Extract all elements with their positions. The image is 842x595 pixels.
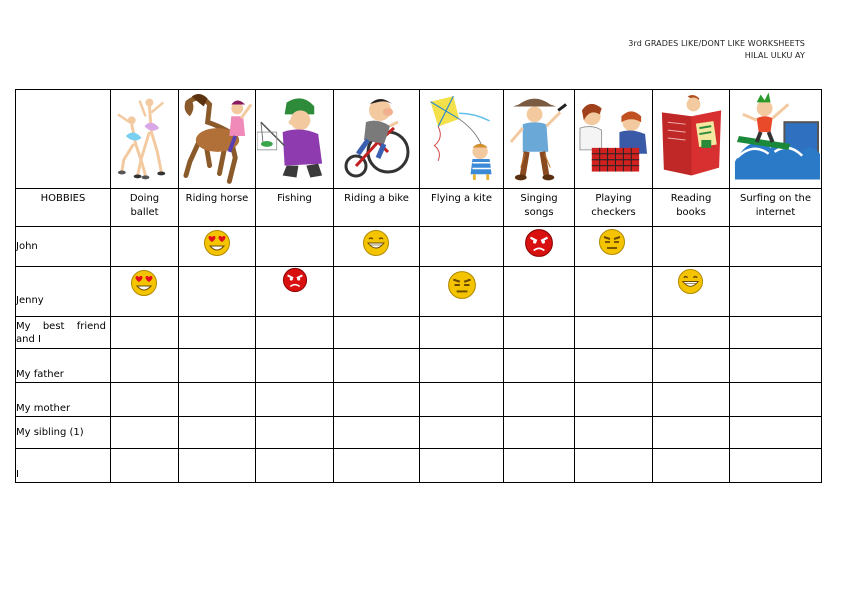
answer-cell[interactable] (504, 227, 575, 267)
angry-emoji-icon (524, 228, 554, 258)
answer-cell[interactable] (256, 227, 334, 267)
answer-cell[interactable] (653, 449, 730, 483)
answer-cell[interactable] (334, 417, 420, 449)
hobby-label-kite: Flying a kite (420, 189, 504, 227)
answer-cell[interactable] (179, 267, 256, 317)
answer-cell[interactable] (256, 449, 334, 483)
worksheet-title: 3rd GRADES LIKE/DONT LIKE WORKSHEETS (628, 39, 805, 48)
answer-cell[interactable] (730, 449, 822, 483)
girl-riding-horse-icon (180, 92, 254, 184)
horse-picture-cell (179, 90, 256, 189)
answer-cell[interactable] (179, 383, 256, 417)
answer-cell[interactable] (111, 317, 179, 349)
answer-cell[interactable] (334, 349, 420, 383)
answer-cell[interactable] (420, 349, 504, 383)
answer-cell[interactable] (420, 383, 504, 417)
love-emoji-icon (130, 269, 158, 297)
boy-surfing-internet-icon (731, 92, 820, 184)
hobby-label-surfing: Surfing on the internet (730, 189, 822, 227)
person-name-mother: My mother (16, 383, 111, 417)
hobby-label-singing: Singing songs (504, 189, 575, 227)
person-name-jenny: Jenny (16, 267, 111, 317)
answer-cell[interactable] (730, 383, 822, 417)
answer-cell[interactable] (420, 417, 504, 449)
love-emoji-icon (203, 229, 231, 257)
answer-cell[interactable] (653, 349, 730, 383)
answer-cell[interactable] (111, 417, 179, 449)
table-row (16, 449, 822, 483)
answer-cell[interactable] (420, 267, 504, 317)
answer-cell[interactable] (256, 267, 334, 317)
answer-cell[interactable] (256, 417, 334, 449)
hobby-label-reading: Reading books (653, 189, 730, 227)
answer-cell[interactable] (575, 383, 653, 417)
answer-cell[interactable] (504, 267, 575, 317)
answer-cell[interactable] (504, 317, 575, 349)
answer-cell[interactable] (179, 227, 256, 267)
worksheet-header (628, 38, 805, 62)
hobby-label-ballet: Doing ballet (111, 189, 179, 227)
corner-empty-cell (16, 90, 111, 189)
answer-cell[interactable] (653, 417, 730, 449)
answer-cell[interactable] (420, 317, 504, 349)
answer-cell[interactable] (334, 449, 420, 483)
answer-cell[interactable] (575, 417, 653, 449)
worksheet-author: HILAL ULKU AY (744, 51, 805, 60)
table-row (16, 317, 822, 349)
hobby-label-checkers: Playing checkers (575, 189, 653, 227)
person-name-sibling: My sibling (1) (16, 417, 111, 449)
hobby-label-bike: Riding a bike (334, 189, 420, 227)
answer-cell[interactable] (653, 267, 730, 317)
answer-cell[interactable] (504, 449, 575, 483)
singing-picture-cell (504, 90, 575, 189)
hobby-label-horse: Riding horse (179, 189, 256, 227)
answer-cell[interactable] (111, 383, 179, 417)
answer-cell[interactable] (256, 349, 334, 383)
person-name-john: John (16, 227, 111, 267)
answer-cell[interactable] (653, 317, 730, 349)
ballet-dancers-icon (112, 92, 177, 184)
label-row (16, 189, 822, 227)
person-name-best-friend: My best friend and I (16, 317, 111, 349)
checkers-picture-cell (575, 90, 653, 189)
answer-cell[interactable] (653, 227, 730, 267)
table-row (16, 349, 822, 383)
picture-row (16, 90, 822, 189)
answer-cell[interactable] (575, 317, 653, 349)
answer-cell[interactable] (730, 317, 822, 349)
hobbies-heading: HOBBIES (16, 189, 111, 227)
man-fishing-icon (257, 92, 332, 184)
answer-cell[interactable] (111, 449, 179, 483)
answer-cell[interactable] (575, 267, 653, 317)
answer-cell[interactable] (730, 227, 822, 267)
answer-cell[interactable] (575, 449, 653, 483)
answer-cell[interactable] (504, 383, 575, 417)
person-name-father: My father (16, 349, 111, 383)
hobby-label-fishing: Fishing (256, 189, 334, 227)
answer-cell[interactable] (111, 349, 179, 383)
boy-reading-book-icon (654, 92, 728, 184)
answer-cell[interactable] (334, 227, 420, 267)
bike-picture-cell (334, 90, 420, 189)
annoyed-emoji-icon (447, 270, 477, 300)
answer-cell[interactable] (730, 349, 822, 383)
answer-cell[interactable] (334, 267, 420, 317)
angry-emoji-icon (282, 267, 308, 293)
answer-cell[interactable] (334, 383, 420, 417)
answer-cell[interactable] (575, 227, 653, 267)
answer-cell[interactable] (504, 349, 575, 383)
kite-picture-cell (420, 90, 504, 189)
answer-cell[interactable] (420, 227, 504, 267)
grinning-emoji-icon (362, 229, 390, 257)
table-row (16, 267, 822, 317)
answer-cell[interactable] (504, 417, 575, 449)
table-row (16, 417, 822, 449)
answer-cell[interactable] (179, 317, 256, 349)
table-row (16, 227, 822, 267)
answer-cell[interactable] (420, 449, 504, 483)
answer-cell[interactable] (575, 349, 653, 383)
hobbies-table (15, 89, 822, 483)
person-name-i: I (16, 449, 111, 483)
answer-cell[interactable] (653, 383, 730, 417)
answer-cell[interactable] (730, 417, 822, 449)
answer-cell[interactable] (179, 417, 256, 449)
grinning-emoji-icon (677, 268, 704, 295)
couple-playing-checkers-icon (576, 92, 651, 184)
fishing-picture-cell (256, 90, 334, 189)
man-riding-bike-icon (335, 92, 418, 184)
ballet-picture-cell (111, 90, 179, 189)
answer-cell[interactable] (111, 267, 179, 317)
surfing-picture-cell (730, 90, 822, 189)
answer-cell[interactable] (111, 227, 179, 267)
answer-cell[interactable] (256, 383, 334, 417)
reading-picture-cell (653, 90, 730, 189)
answer-cell[interactable] (179, 449, 256, 483)
cowboy-singing-icon (505, 92, 573, 184)
answer-cell[interactable] (179, 349, 256, 383)
answer-cell[interactable] (730, 267, 822, 317)
annoyed-emoji-icon (598, 228, 626, 256)
boy-flying-kite-icon (421, 92, 502, 184)
answer-cell[interactable] (334, 317, 420, 349)
table-row (16, 383, 822, 417)
answer-cell[interactable] (256, 317, 334, 349)
